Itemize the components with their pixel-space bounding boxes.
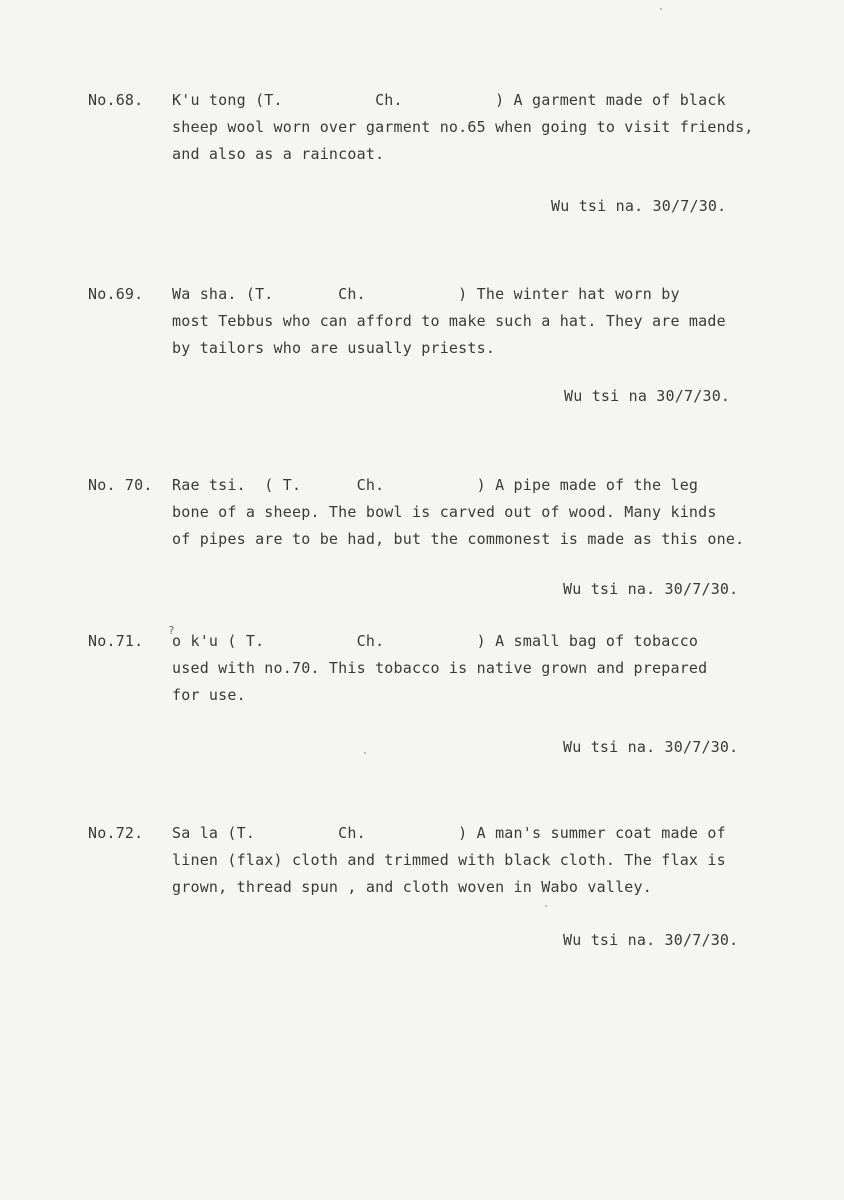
entry-68 (88, 87, 818, 168)
entry-line: o k'u ( T. Ch. ) A small bag of tobacco (172, 632, 699, 650)
entry-70 (88, 472, 818, 553)
entry-line: bone of a sheep. The bowl is carved out of wood. Many kinds (172, 503, 717, 521)
entry-line: K'u tong (T. Ch. ) A garment made of black (172, 91, 726, 109)
entry-line: linen (flax) cloth and trimmed with black cloth. The flax is (172, 851, 726, 869)
handwritten-question-mark: ? (168, 624, 175, 637)
entry-line: sheep wool worn over garment no.65 when going to visit friends, (172, 118, 754, 136)
entry-line: Rae tsi. ( T. Ch. ) A pipe made of the leg (172, 476, 699, 494)
entry-signature: Wu tsi na. 30/7/30. (563, 931, 739, 949)
entry-number: No.72. (88, 824, 144, 842)
entry-line: Wa sha. (T. Ch. ) The winter hat worn by (172, 285, 680, 303)
entry-71 (88, 628, 818, 709)
entry-number: No.68. (88, 91, 144, 109)
entry-line: Sa la (T. Ch. ) A man's summer coat made of (172, 824, 726, 842)
entry-72 (88, 820, 818, 901)
entry-number: No.69. (88, 285, 144, 303)
entry-69 (88, 281, 818, 362)
entry-number: No.71. (88, 632, 144, 650)
entry-line: of pipes are to be had, but the commonest is made as this one. (172, 530, 745, 548)
entry-signature: Wu tsi na. 30/7/30. (563, 738, 739, 756)
entry-line: grown, thread spun , and cloth woven in Wabo valley. (172, 878, 652, 896)
entry-line: and also as a raincoat. (172, 145, 385, 163)
entry-line: most Tebbus who can afford to make such a hat. They are made (172, 312, 726, 330)
paper-speck (545, 905, 547, 907)
entry-line: used with no.70. This tobacco is native grown and prepared (172, 659, 708, 677)
paper-speck (364, 752, 366, 754)
paper-speck (660, 8, 662, 10)
entry-line: for use. (172, 686, 246, 704)
entry-signature: Wu tsi na 30/7/30. (564, 387, 731, 405)
entry-signature: Wu tsi na. 30/7/30. (551, 197, 727, 215)
entry-line: by tailors who are usually priests. (172, 339, 496, 357)
entry-signature: Wu tsi na. 30/7/30. (563, 580, 739, 598)
entry-number: No. 70. (88, 476, 153, 494)
